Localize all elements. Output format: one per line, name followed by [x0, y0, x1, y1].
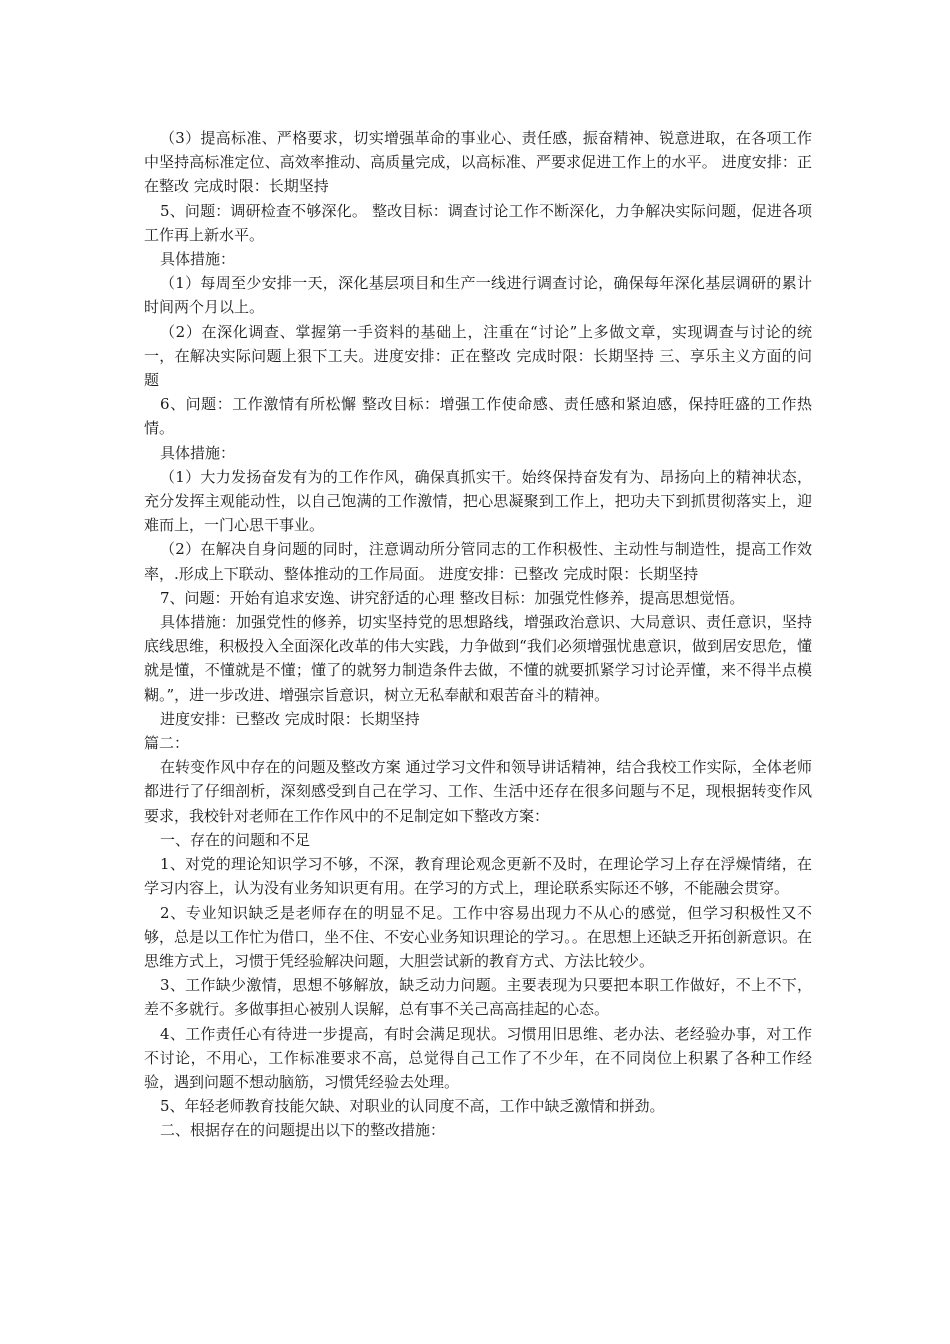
paragraph: （1）大力发扬奋发有为的工作作风，确保真抓实干。始终保持奋发有为、昂扬向上的精神状态，充分发挥主观能动性，以自己饱满的工作激情，把心思凝聚到工作上，把功夫下到抓贯彻落实上，迎难而上，一门心思干事业。 [144, 467, 812, 535]
section-subheading: 一、存在的问题和不足 [160, 830, 311, 849]
paragraph: （2）在解决自身问题的同时，注意调动所分管同志的工作积极性、主动性与制造性，提高工作效率，.形成上下联动、整体推动的工作局面。 进度安排：已整改 完成时限：长期坚持 [144, 540, 812, 583]
paragraph: 4、工作责任心有待进一步提高，有时会满足现状。习惯用旧思维、老办法、老经验办事，对工作不讨论，不用心，工作标准要求不高，总觉得自己工作了不少年，在不同岗位上积累了各种工作经验，遇到问题不想动脑筋，习惯凭经验去处理。 [144, 1024, 812, 1091]
paragraph: 7、问题：开始有追求安逸、讲究舒适的心理 整改目标：加强党性修养，提高思想觉悟。 [160, 588, 745, 607]
document-body [144, 126, 812, 1143]
paragraph: 进度安排：已整改 完成时限：长期坚持 [160, 709, 420, 728]
paragraph: 3、工作缺少激情，思想不够解放，缺乏动力问题。主要表现为只要把本职工作做好，不上不下，差不多就行。多做事担心被别人误解，总有事不关己高高挂起的心态。 [144, 976, 812, 1019]
section-subheading: 二、根据存在的问题提出以下的整改措施： [160, 1121, 446, 1140]
paragraph: （1）每周至少安排一天，深化基层项目和生产一线进行调查讨论，确保每年深化基层调研的累计时间两个月以上。 [144, 274, 812, 317]
paragraph: （3）提高标准、严格要求，切实增强革命的事业心、责任感，振奋精神、锐意进取，在各项工作中坚持高标准定位、高效率推动、高质量完成，以高标准、严要求促进工作上的水平。 进度安排：正在整改 完成时限：长期坚持 [144, 129, 812, 196]
paragraph: 5、年轻老师教育技能欠缺、对职业的认同度不高，工作中缺乏激情和拼劲。 [160, 1097, 665, 1116]
paragraph: 6、问题：工作激情有所松懈 整改目标：增强工作使命感、责任感和紧迫感，保持旺盛的工作热情。 [144, 395, 812, 438]
paragraph: 具体措施：加强党性的修养，切实坚持党的思想路线，增强政治意识、大局意识、责任意识，坚持底线思维，积极投入全面深化改革的伟大实践，力争做到“我们必须增强忧患意识，做到居安思危，懂就是懂，不懂就是不懂；懂了的就努力制造条件去做，不懂的就要抓紧学习讨论弄懂，来不得半点模糊。”，进一步改进、增强宗旨意识，树立无私奉献和艰苦奋斗的精神。 [144, 613, 812, 704]
paragraph: 5、问题：调研检查不够深化。 整改目标：调查讨论工作不断深化，力争解决实际问题，促进各项工作再上新水平。 [144, 201, 812, 244]
paragraph: 在转变作风中存在的问题及整改方案 通过学习文件和领导讲话精神，结合我校工作实际，全体老师都进行了仔细剖析，深刻感受到自己在学习、工作、生活中还存在很多问题与不足，现根据转变作风要求，我校针对老师在工作作风中的不足制定如下整改方案： [144, 758, 812, 825]
section-heading: 篇二： [144, 734, 190, 753]
paragraph: 具体措施： [160, 250, 236, 269]
paragraph: 具体措施： [160, 443, 236, 462]
paragraph: （2）在深化调查、掌握第一手资料的基础上，注重在“讨论”上多做文章，实现调查与讨论的统一，在解决实际问题上狠下工夫。进度安排：正在整改 完成时限：长期坚持 三、享乐主义方面的问题 [144, 322, 812, 390]
paragraph: 2、专业知识缺乏是老师存在的明显不足。工作中容易出现力不从心的感觉，但学习积极性又不够，总是以工作忙为借口，坐不住、不安心业务知识理论的学习。。在思想上还缺乏开拓创新意识。在思维方式上，习惯于凭经验解决问题，大胆尝试新的教育方式、方法比较少。 [144, 903, 812, 970]
paragraph: 1、对党的理论知识学习不够，不深，教育理论观念更新不及时，在理论学习上存在浮燥情绪，在学习内容上，认为没有业务知识更有用。在学习的方式上，理论联系实际还不够，不能融会贯穿。 [144, 855, 812, 898]
